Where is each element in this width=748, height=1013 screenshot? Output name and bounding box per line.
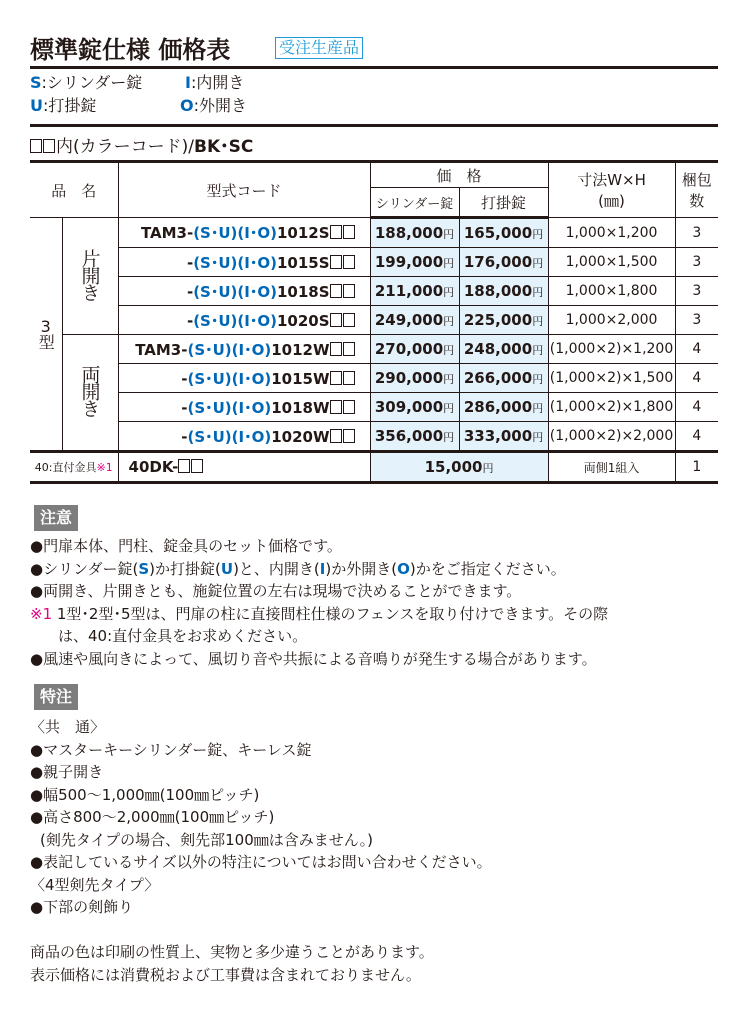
table-row xyxy=(30,306,718,335)
table-row xyxy=(30,218,718,248)
table-row xyxy=(30,335,718,364)
size: (1,000×2)×2,000 xyxy=(548,422,675,452)
legend-s-key: S xyxy=(30,73,42,92)
footer-notes xyxy=(30,941,434,986)
legend-u xyxy=(30,96,96,116)
caution-tag: 注意 xyxy=(34,505,78,531)
color-box-icon xyxy=(330,342,342,356)
size: 1,000×1,800 xyxy=(548,277,675,306)
accessory-price: 15,000円 xyxy=(370,452,548,483)
accessory-code: 40DK- xyxy=(118,452,370,483)
package-count: 4 xyxy=(675,364,718,393)
special-line: ●幅500〜1,000㎜(100㎜ピッチ) xyxy=(30,785,260,804)
legend-i-label: :内開き xyxy=(190,73,245,92)
price-latch: 165,000円 xyxy=(459,218,548,248)
price-latch: 176,000円 xyxy=(459,248,548,277)
price-latch: 225,000円 xyxy=(459,306,548,335)
model-code: -(S･U)(I･O)1020S xyxy=(118,306,370,335)
color-box-icon xyxy=(178,459,190,473)
package-count: 4 xyxy=(675,335,718,364)
model-code: -(S･U)(I･O)1020W xyxy=(118,422,370,452)
table-row xyxy=(30,277,718,306)
model-code: -(S･U)(I･O)1018W xyxy=(118,393,370,422)
color-box-icon xyxy=(330,313,342,327)
group-label-3gata: 3型 xyxy=(30,218,62,452)
table-row xyxy=(30,248,718,277)
color-box-icon xyxy=(343,255,355,269)
price-latch: 188,000円 xyxy=(459,277,548,306)
price-cylinder: 356,000円 xyxy=(370,422,459,452)
color-box-icon xyxy=(30,139,42,153)
color-box-icon xyxy=(330,284,342,298)
legend-o-key: O xyxy=(180,96,194,115)
price-latch: 286,000円 xyxy=(459,393,548,422)
special-heading: 〈4型剣先タイプ〉 xyxy=(30,875,160,894)
size: (1,000×2)×1,200 xyxy=(548,335,675,364)
price-cylinder: 309,000円 xyxy=(370,393,459,422)
model-code: TAM3-(S･U)(I･O)1012S xyxy=(118,218,370,248)
header-price-latch: 打掛錠 xyxy=(459,188,548,218)
legend-u-label: :打掛錠 xyxy=(43,96,97,115)
header-model-code: 型式コード xyxy=(118,162,370,218)
legend-u-key: U xyxy=(30,96,43,115)
size: (1,000×2)×1,500 xyxy=(548,364,675,393)
header-price: 価 格 xyxy=(370,162,548,188)
header-product-name: 品 名 xyxy=(30,162,118,218)
special-order-tag: 特注 xyxy=(34,684,78,710)
caution-notes xyxy=(30,535,608,670)
price-cylinder: 199,000円 xyxy=(370,248,459,277)
special-heading: 〈共 通〉 xyxy=(30,718,106,736)
title-divider xyxy=(30,66,718,69)
special-line: (剣先タイプの場合、剣先部100㎜は含みません。) xyxy=(40,830,373,849)
caution-line: は、40:直付金具をお求めください。 xyxy=(58,627,308,645)
package-count: 3 xyxy=(675,218,718,248)
header-size-label: 寸法W×H xyxy=(577,171,646,189)
size: 1,000×1,500 xyxy=(548,248,675,277)
color-box-icon xyxy=(343,400,355,414)
color-box-icon xyxy=(43,139,55,153)
price-cylinder: 211,000円 xyxy=(370,277,459,306)
price-cylinder: 290,000円 xyxy=(370,364,459,393)
package-count: 3 xyxy=(675,306,718,335)
price-latch: 333,000円 xyxy=(459,422,548,452)
legend-i xyxy=(185,73,244,93)
color-box-icon xyxy=(330,371,342,385)
price-cylinder: 270,000円 xyxy=(370,335,459,364)
special-line: ●下部の剣飾り xyxy=(30,898,134,916)
legend-s-label: :シリンダー錠 xyxy=(41,73,143,92)
color-code-prefix: 内(カラーコード)/ xyxy=(56,137,194,157)
caution-line: ●シリンダー錠(S)か打掛錠(U)と、内開き(I)か外開き(O)かをご指定ください。 xyxy=(30,559,566,578)
package-count: 3 xyxy=(675,277,718,306)
package-count: 4 xyxy=(675,393,718,422)
model-code: TAM3-(S･U)(I･O)1012W xyxy=(118,335,370,364)
special-line: ●表記しているサイズ以外の特注についてはお問い合わせください。 xyxy=(30,853,492,871)
color-box-icon xyxy=(330,255,342,269)
subgroup-double: 両開き xyxy=(62,335,118,452)
special-line: ●高さ800〜2,000㎜(100㎜ピッチ) xyxy=(30,808,275,826)
price-cylinder: 188,000円 xyxy=(370,218,459,248)
size: 1,000×2,000 xyxy=(548,306,675,335)
color-box-icon xyxy=(343,371,355,385)
color-box-icon xyxy=(343,313,355,327)
made-to-order-badge: 受注生産品 xyxy=(275,37,363,59)
size: 1,000×1,200 xyxy=(548,218,675,248)
header-package xyxy=(675,162,718,218)
price-cylinder: 249,000円 xyxy=(370,306,459,335)
header-size-unit: (㎜) xyxy=(598,192,625,210)
footer-line: 表示価格には消費税および工事費は含まれておりません。 xyxy=(30,965,421,984)
color-box-icon xyxy=(330,429,342,443)
color-box-icon xyxy=(343,342,355,356)
page-title: 標準錠仕様 価格表 xyxy=(30,36,231,64)
price-latch: 248,000円 xyxy=(459,335,548,364)
table-row xyxy=(30,364,718,393)
table-row xyxy=(30,422,718,452)
header-package-2: 数 xyxy=(689,192,705,210)
footer-line: 商品の色は印刷の性質上、実物と多少違うことがあります。 xyxy=(30,943,434,961)
package-count: 3 xyxy=(675,248,718,277)
accessory-row xyxy=(30,452,718,483)
caution-line: ●両開き、片開きとも、施錠位置の左右は現場で決めることができます。 xyxy=(30,582,522,600)
legend-divider xyxy=(30,124,718,127)
model-code: -(S･U)(I･O)1015S xyxy=(118,248,370,277)
legend-o xyxy=(180,96,247,116)
special-line: ●親子開き xyxy=(30,763,104,781)
header-price-cylinder: シリンダー錠 xyxy=(370,188,459,218)
color-box-icon xyxy=(343,284,355,298)
price-latch: 266,000円 xyxy=(459,364,548,393)
size: (1,000×2)×1,800 xyxy=(548,393,675,422)
caution-line: ●門扉本体、門柱、錠金具のセット価格です。 xyxy=(30,537,342,555)
subgroup-single: 片開き xyxy=(62,218,118,335)
caution-line: ※1 1型･2型･5型は、門扉の柱に直接間柱仕様のフェンスを取り付けできます。その際 xyxy=(30,604,609,623)
accessory-pack: 1 xyxy=(675,452,718,483)
accessory-size: 両側1組入 xyxy=(548,452,675,483)
color-box-icon xyxy=(191,459,203,473)
color-code-line xyxy=(30,132,253,157)
header-package-1: 梱包 xyxy=(681,171,712,189)
color-box-icon xyxy=(330,225,342,239)
color-box-icon xyxy=(343,429,355,443)
price-table xyxy=(30,160,718,484)
accessory-ref: ※1 xyxy=(96,461,113,474)
header-size xyxy=(548,162,675,218)
legend-s xyxy=(30,73,142,93)
color-box-icon xyxy=(330,400,342,414)
model-code: -(S･U)(I･O)1018S xyxy=(118,277,370,306)
special-order-notes xyxy=(30,716,492,919)
accessory-name: 40:直付金具※1 xyxy=(30,452,118,483)
special-line: ●マスターキーシリンダー錠、キーレス錠 xyxy=(30,740,312,759)
legend-i-key: I xyxy=(185,73,191,92)
color-box-icon xyxy=(343,225,355,239)
package-count: 4 xyxy=(675,422,718,452)
caution-line: ●風速や風向きによって、風切り音や共振による音鳴りが発生する場合があります。 xyxy=(30,649,597,668)
color-codes: BK･SC xyxy=(194,137,254,157)
table-row xyxy=(30,393,718,422)
model-code: -(S･U)(I･O)1015W xyxy=(118,364,370,393)
legend-o-label: :外開き xyxy=(193,96,248,115)
